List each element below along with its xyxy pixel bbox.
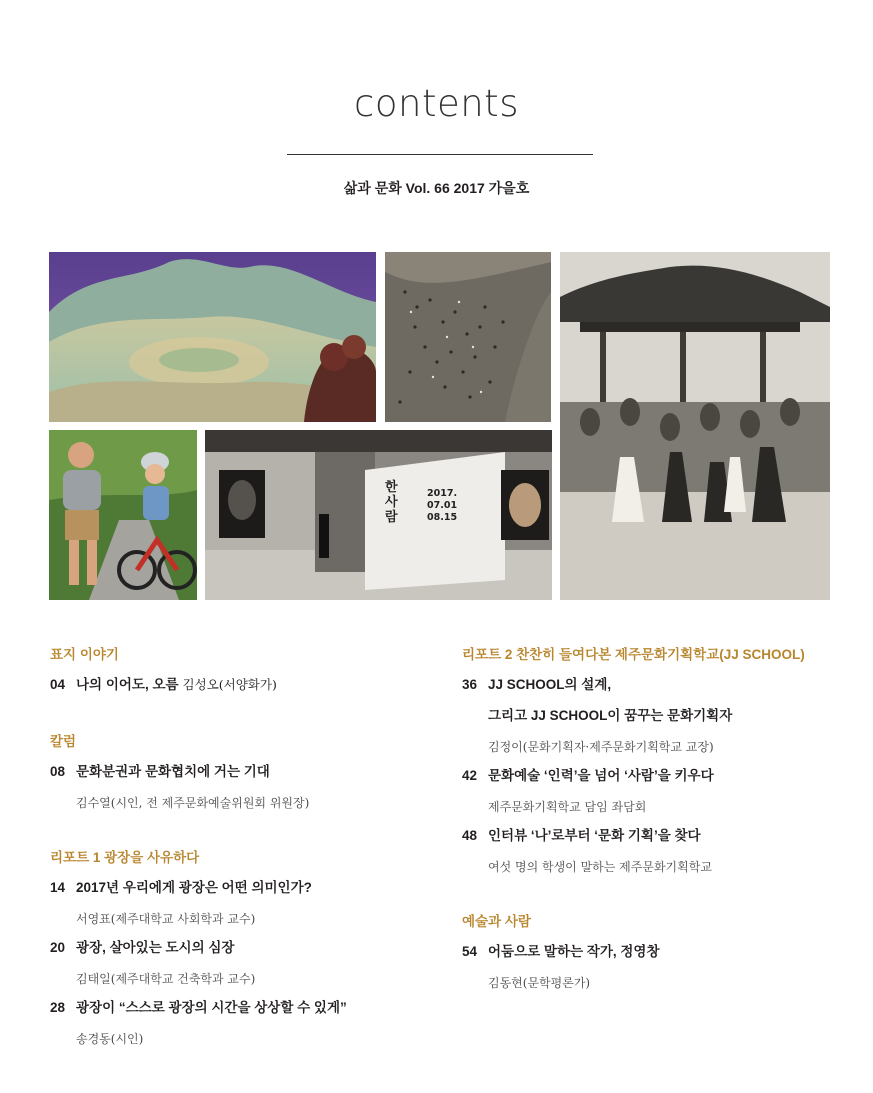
entry-author: 김태일(제주대학교 건축학과 교수) xyxy=(76,972,256,986)
cover-painting-photo xyxy=(49,252,376,422)
toc-section xyxy=(50,732,430,813)
entry-author: 김동현(문학평론가) xyxy=(488,976,591,990)
poster-dates xyxy=(427,488,457,524)
poster-date-line: 08.15 xyxy=(427,512,458,523)
section-title: 리포트 1 광장을 사유하다 xyxy=(50,850,200,865)
poster-title: 한사람 xyxy=(385,480,398,525)
entry-author: 여섯 명의 학생이 말하는 제주문화기획학교 xyxy=(488,860,712,874)
entry-page-number: 08 xyxy=(50,764,66,779)
entry-title: 문화예술 ‘인력’을 넘어 ‘사람’을 키우다 xyxy=(488,768,714,783)
issue-subtitle: 삶과 문화 Vol. 66 2017 가을호 xyxy=(343,180,530,196)
entry-author: 서영표(제주대학교 사회학과 교수) xyxy=(76,912,256,926)
entry-title: 그리고 JJ SCHOOL이 꿈꾸는 문화기획자 xyxy=(488,708,733,723)
toc-entry[interactable] xyxy=(50,938,430,958)
entry-page-number: 04 xyxy=(50,677,66,692)
entry-page-number: 20 xyxy=(50,940,66,955)
section-title: 칼럼 xyxy=(50,734,77,749)
poster-date-line: 2017. xyxy=(427,488,458,499)
entry-title: 인터뷰 ‘나’로부터 ‘문화 기획’을 찾다 xyxy=(488,828,701,843)
toc-section xyxy=(50,645,430,695)
title-divider xyxy=(287,154,593,155)
entry-title: 광장, 살아있는 도시의 심장 xyxy=(76,940,235,955)
historic-square-photo xyxy=(560,252,830,600)
toc-left-column xyxy=(50,645,430,1058)
entry-page-number: 28 xyxy=(50,1000,66,1015)
entry-page-number: 54 xyxy=(462,944,478,959)
entry-author: 김수열(시인, 전 제주문화예술위원회 위원장) xyxy=(76,796,310,810)
toc-right-column xyxy=(462,645,842,1002)
entry-author: 김성오(서양화가) xyxy=(182,677,277,692)
entry-title: 문화분권과 문화협치에 거는 기대 xyxy=(76,764,270,779)
entry-title: 광장이 “스스로 광장의 시간을 상상할 수 있게” xyxy=(76,1000,347,1015)
toc-entry[interactable] xyxy=(462,675,842,695)
toc-entry[interactable] xyxy=(50,675,430,695)
entry-title: JJ SCHOOL의 설계, xyxy=(488,677,612,692)
toc-entry[interactable] xyxy=(50,998,430,1018)
entry-author: 제주문화기획학교 담임 좌담회 xyxy=(488,800,647,814)
entry-page-number: 42 xyxy=(462,768,478,783)
father-child-bike-photo xyxy=(49,430,197,600)
entry-author: 송경동(시인) xyxy=(76,1032,144,1046)
section-title: 예술과 사람 xyxy=(462,914,531,929)
toc-entry[interactable] xyxy=(50,762,430,782)
aerial-crowd-photo xyxy=(385,252,551,422)
entry-author: 김정이(문화기획자·제주문화기획학교 교장) xyxy=(488,740,714,754)
section-title: 표지 이야기 xyxy=(50,647,119,662)
page-title: contents xyxy=(354,82,519,125)
entry-page-number: 14 xyxy=(50,880,66,895)
entry-title-continued xyxy=(462,706,842,726)
gallery-exhibition-photo xyxy=(205,430,552,600)
toc-section xyxy=(50,848,430,1049)
entry-page-number: 36 xyxy=(462,677,478,692)
toc-entry[interactable] xyxy=(462,942,842,962)
toc-section xyxy=(462,645,842,877)
toc-section xyxy=(462,912,842,993)
toc-entry[interactable] xyxy=(50,878,430,898)
toc-entry[interactable] xyxy=(462,766,842,786)
entry-title: 나의 이어도, 오름 xyxy=(76,677,179,692)
entry-page-number: 48 xyxy=(462,828,478,843)
entry-title: 2017년 우리에게 광장은 어떤 의미인가? xyxy=(76,880,312,895)
toc-entry[interactable] xyxy=(462,826,842,846)
poster-date-line: 07.01 xyxy=(427,500,458,511)
entry-title: 어둠으로 말하는 작가, 정영창 xyxy=(488,944,660,959)
section-title: 리포트 2 찬찬히 들여다본 제주문화기획학교(JJ SCHOOL) xyxy=(462,647,805,662)
